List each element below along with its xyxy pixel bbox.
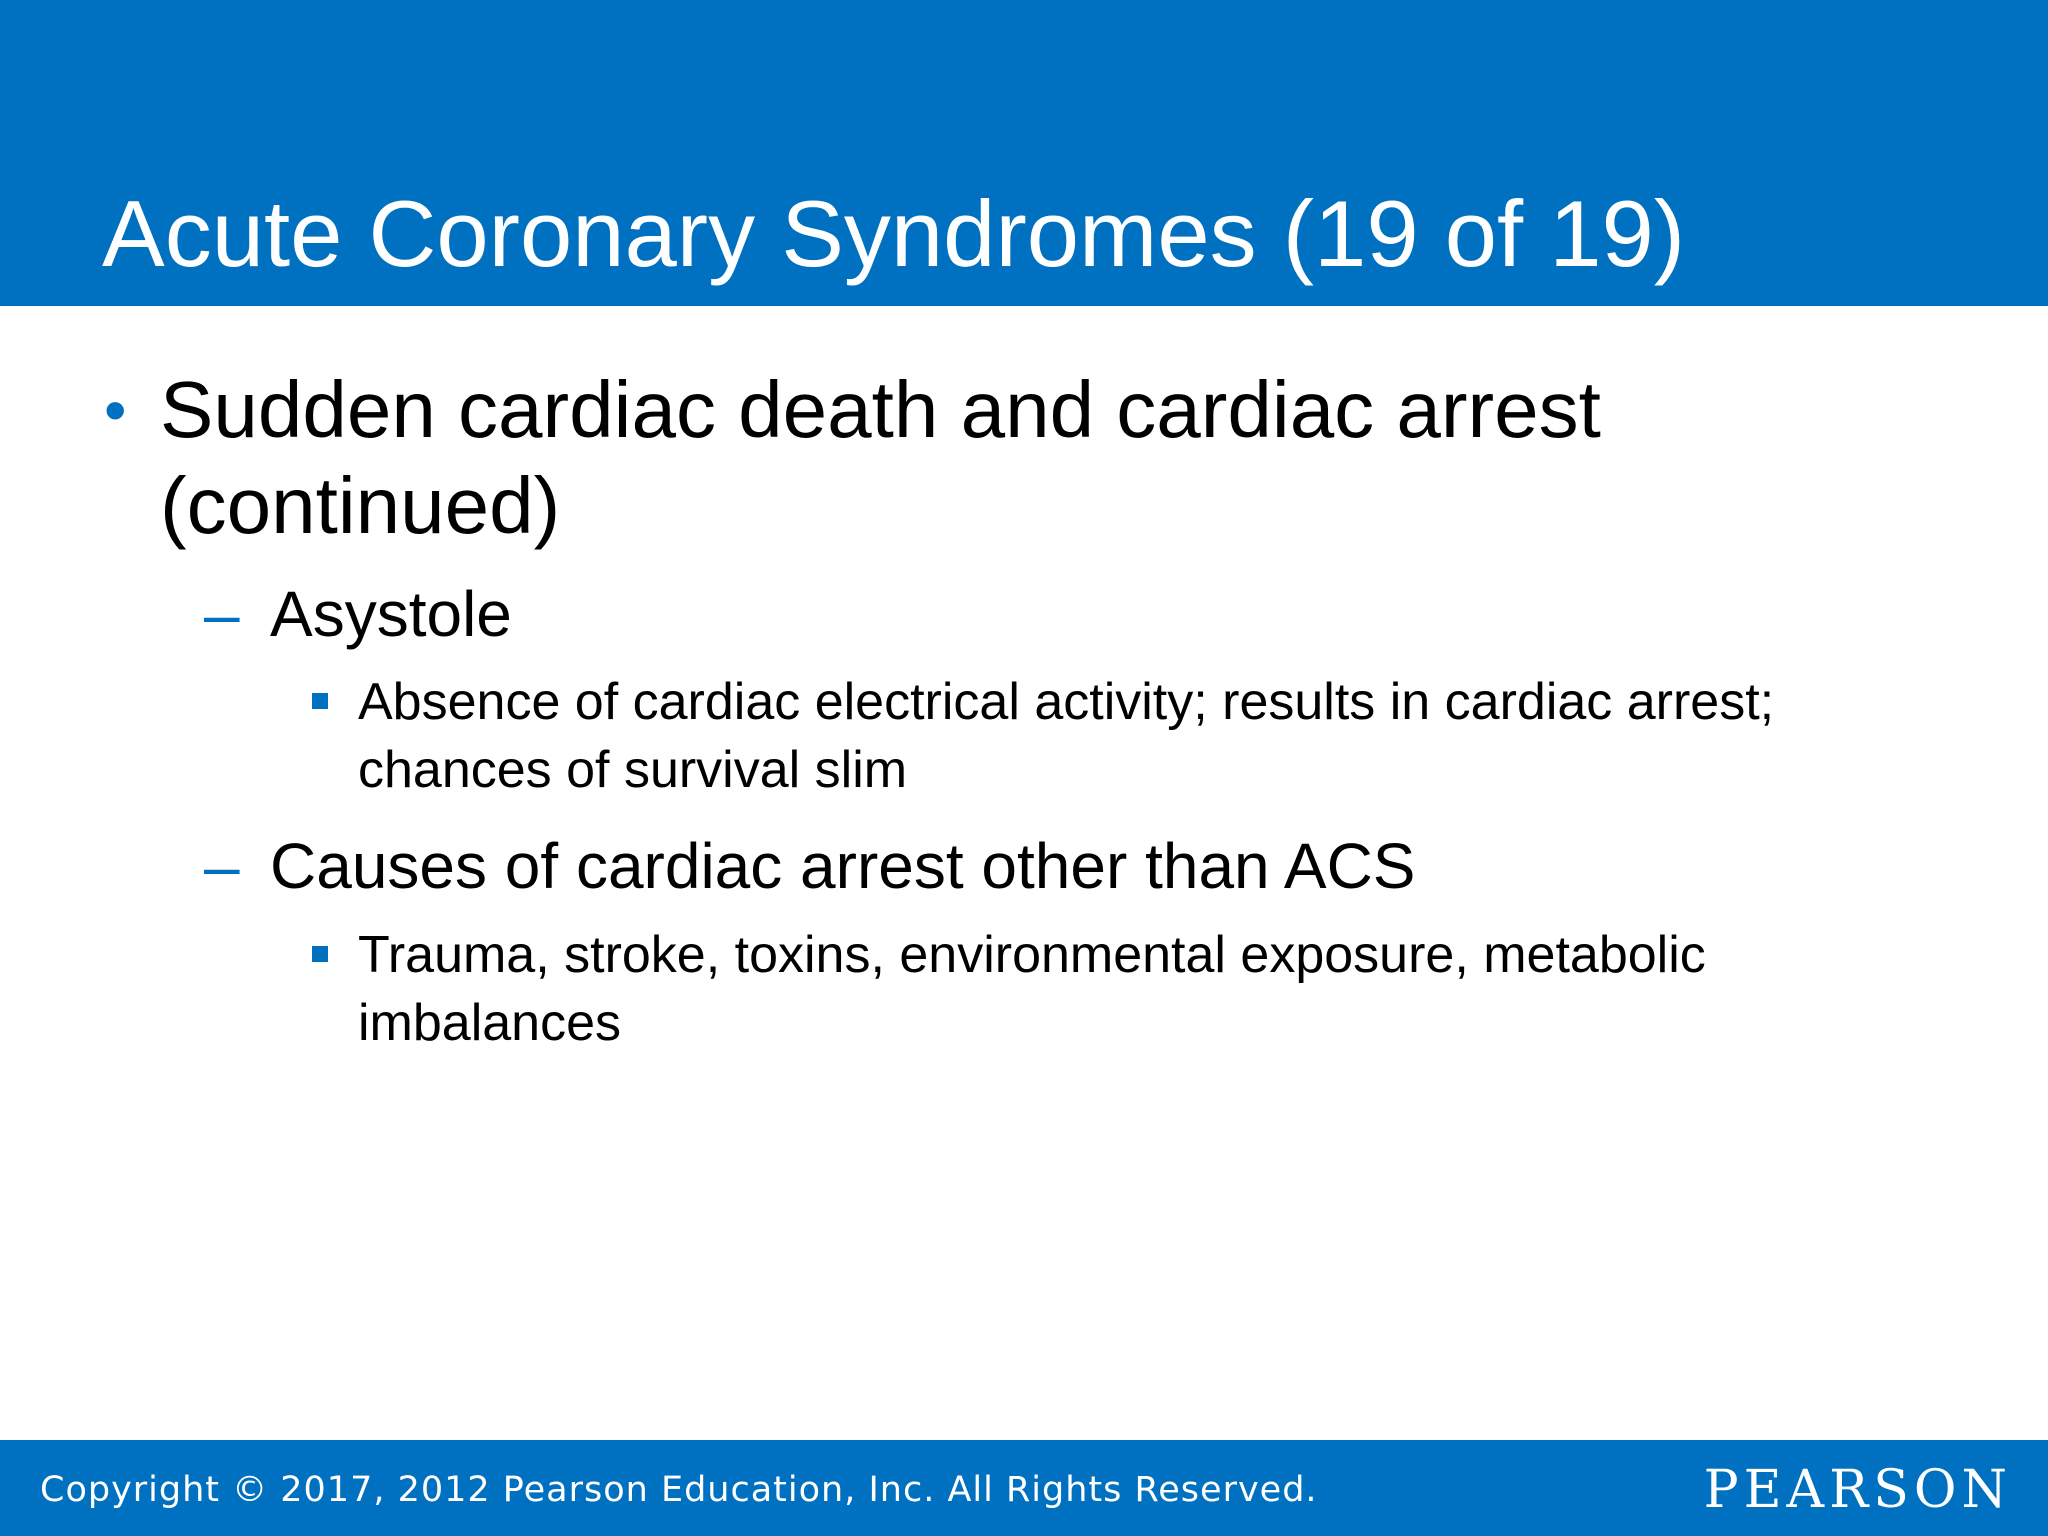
slide-title: Acute Coronary Syndromes (19 of 19) <box>102 181 1686 286</box>
dash-icon: – <box>204 830 240 902</box>
bullet-level1: Sudden cardiac death and cardiac arrest (continued) <box>160 365 1601 550</box>
detail-asystole: Absence of cardiac electrical activity; results in cardiac arrest; chances of survival slim <box>358 673 1775 799</box>
pearson-logo: PEARSON <box>1703 1460 2012 1520</box>
sub-bullet-causes: Causes of cardiac arrest other than ACS <box>270 830 1416 902</box>
detail-causes: Trauma, stroke, toxins, environmental exposure, metabolic imbalances <box>358 926 1706 1052</box>
dash-icon: – <box>204 578 240 650</box>
square-bullet-icon <box>312 946 328 962</box>
bullet-dot-icon: • <box>104 374 127 446</box>
sub-bullet-asystole: Asystole <box>270 578 512 650</box>
square-bullet-icon <box>312 693 328 709</box>
copyright-text: Copyright © 2017, 2012 Pearson Education, Inc. All Rights Reserved. <box>40 1470 1318 1510</box>
